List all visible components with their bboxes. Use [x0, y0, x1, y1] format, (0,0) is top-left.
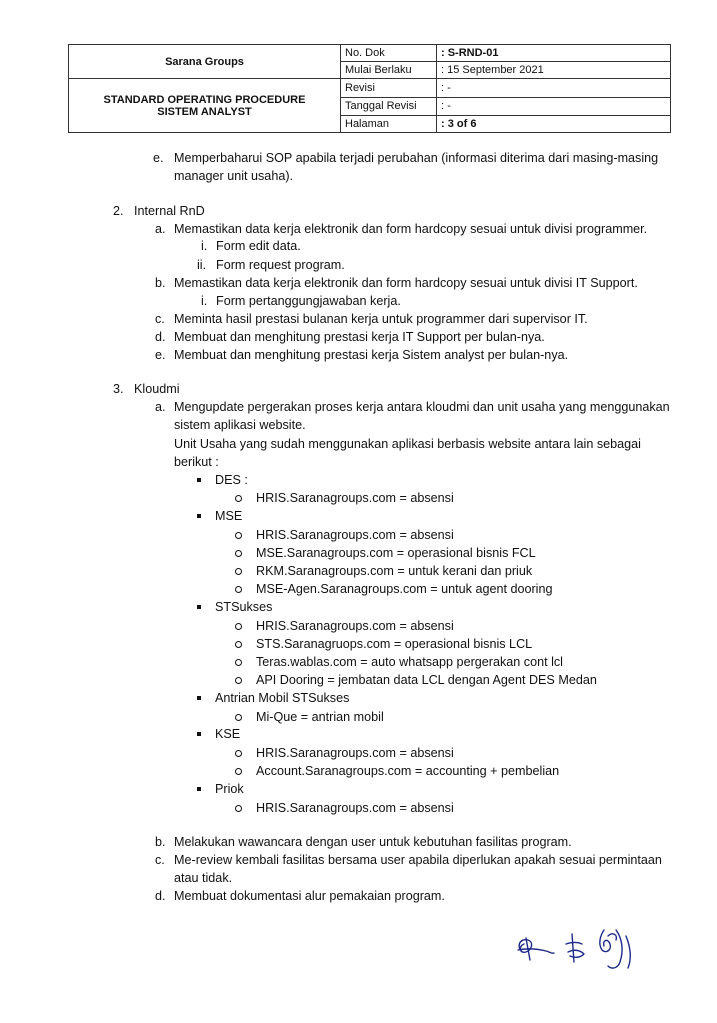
header-label: No. Dok [341, 45, 437, 62]
square-bullet-icon [197, 478, 201, 482]
list-item-text: Membuat dan menghitung prestasi kerja IT Support per bulan-nya. [174, 330, 545, 344]
unit-name: KSE [215, 727, 241, 741]
unit-app: HRIS.Saranagroups.com = absensi [256, 801, 454, 815]
list-marker: c. [155, 312, 165, 326]
signature-initials [508, 916, 648, 976]
list-marker: b. [155, 835, 166, 849]
unit-app: HRIS.Saranagroups.com = absensi [256, 528, 454, 542]
circle-bullet-icon [235, 623, 242, 630]
list-item-text: atau tidak. [174, 871, 233, 885]
list-item-text: Form request program. [216, 258, 345, 272]
list-item-text: Memastikan data kerja elektronik dan form hardcopy sesuai untuk divisi IT Support. [174, 276, 638, 290]
document-header-table [68, 44, 671, 133]
circle-bullet-icon [235, 568, 242, 575]
square-bullet-icon [197, 732, 201, 736]
header-value: : - [437, 79, 671, 97]
section-title: Kloudmi [134, 382, 180, 396]
circle-bullet-icon [235, 532, 242, 539]
circle-bullet-icon [235, 586, 242, 593]
list-marker: e. [153, 151, 164, 165]
unit-app: MSE-Agen.Saranagroups.com = untuk agent dooring [256, 582, 553, 596]
list-item-text: Meminta hasil prestasi bulanan kerja untuk programmer dari supervisor IT. [174, 312, 588, 326]
list-item-text: Membuat dokumentasi alur pemakaian program. [174, 889, 445, 903]
list-marker: a. [155, 222, 166, 236]
header-label: Mulai Berlaku [341, 62, 437, 79]
square-bullet-icon [197, 605, 201, 609]
square-bullet-icon [197, 514, 201, 518]
unit-app: MSE.Saranagroups.com = operasional bisnis FCL [256, 546, 536, 560]
unit-app: Teras.wablas.com = auto whatsapp pergerakan cont lcl [256, 655, 563, 669]
header-value: : S-RND-01 [437, 45, 671, 62]
list-item-text: Unit Usaha yang sudah menggunakan aplikasi berbasis website antara lain sebagai [174, 437, 641, 451]
unit-app: HRIS.Saranagroups.com = absensi [256, 619, 454, 633]
unit-app: API Dooring = jembatan data LCL dengan Agent DES Medan [256, 673, 597, 687]
circle-bullet-icon [235, 677, 242, 684]
header-label: Tanggal Revisi [341, 97, 437, 115]
circle-bullet-icon [235, 750, 242, 757]
unit-app: RKM.Saranagroups.com = untuk kerani dan priuk [256, 564, 533, 578]
title-line-1: STANDARD OPERATING PROCEDURE [103, 93, 306, 106]
list-item-text: Form edit data. [216, 239, 301, 253]
company-name: Sarana Groups [69, 45, 341, 79]
section-number: 3. [113, 382, 124, 396]
unit-name: Priok [215, 782, 244, 796]
list-item-text: Mengupdate pergerakan proses kerja antara kloudmi dan unit usaha yang menggunakan [174, 400, 670, 414]
list-item-text: Melakukan wawancara dengan user untuk kebutuhan fasilitas program. [174, 835, 572, 849]
circle-bullet-icon [235, 714, 242, 721]
unit-app: HRIS.Saranagroups.com = absensi [256, 491, 454, 505]
square-bullet-icon [197, 787, 201, 791]
circle-bullet-icon [235, 550, 242, 557]
header-value: : - [437, 97, 671, 115]
header-label: Revisi [341, 79, 437, 97]
unit-app: Account.Saranagroups.com = accounting + pembelian [256, 764, 560, 778]
list-item-text: Form pertanggungjawaban kerja. [216, 294, 401, 308]
header-label: Halaman [341, 115, 437, 132]
list-marker: d. [155, 330, 166, 344]
list-item-text: Memperbaharui SOP apabila terjadi perubahan (informasi diterima dari masing-masing [174, 151, 659, 165]
unit-app: HRIS.Saranagroups.com = absensi [256, 746, 454, 760]
list-marker: d. [155, 889, 166, 903]
unit-name: MSE [215, 509, 243, 523]
header-value: : 3 of 6 [437, 115, 671, 132]
list-item-text: manager unit usaha). [174, 169, 294, 183]
title-line-2: SISTEM ANALYST [157, 105, 252, 118]
list-item-text: sistem aplikasi website. [174, 418, 306, 432]
unit-app: STS.Saranagruops.com = operasional bisnis LCL [256, 637, 533, 651]
circle-bullet-icon [235, 805, 242, 812]
list-item-text: Membuat dan menghitung prestasi kerja Sistem analyst per bulan-nya. [174, 348, 569, 362]
list-item-text: Memastikan data kerja elektronik dan form hardcopy sesuai untuk divisi programmer. [174, 222, 648, 236]
circle-bullet-icon [235, 641, 242, 648]
list-marker: c. [155, 853, 165, 867]
unit-name: DES : [215, 473, 248, 487]
circle-bullet-icon [235, 495, 242, 502]
list-marker: ii. [197, 258, 207, 272]
list-marker: a. [155, 400, 166, 414]
square-bullet-icon [197, 696, 201, 700]
header-value: : 15 September 2021 [437, 62, 671, 79]
list-marker: b. [155, 276, 166, 290]
list-marker: i. [201, 239, 208, 253]
circle-bullet-icon [235, 768, 242, 775]
list-item-text: Me-review kembali fasilitas bersama user apabila diperlukan apakah sesuai permintaan [174, 853, 662, 867]
list-item-text: berikut : [174, 455, 219, 469]
section-number: 2. [113, 204, 124, 218]
circle-bullet-icon [235, 659, 242, 666]
document-title [69, 79, 341, 133]
unit-app: Mi-Que = antrian mobil [256, 710, 384, 724]
list-marker: e. [155, 348, 166, 362]
unit-name: Antrian Mobil STSukses [215, 691, 350, 705]
list-marker: i. [201, 294, 208, 308]
section-title: Internal RnD [134, 204, 205, 218]
unit-name: STSukses [215, 600, 273, 614]
